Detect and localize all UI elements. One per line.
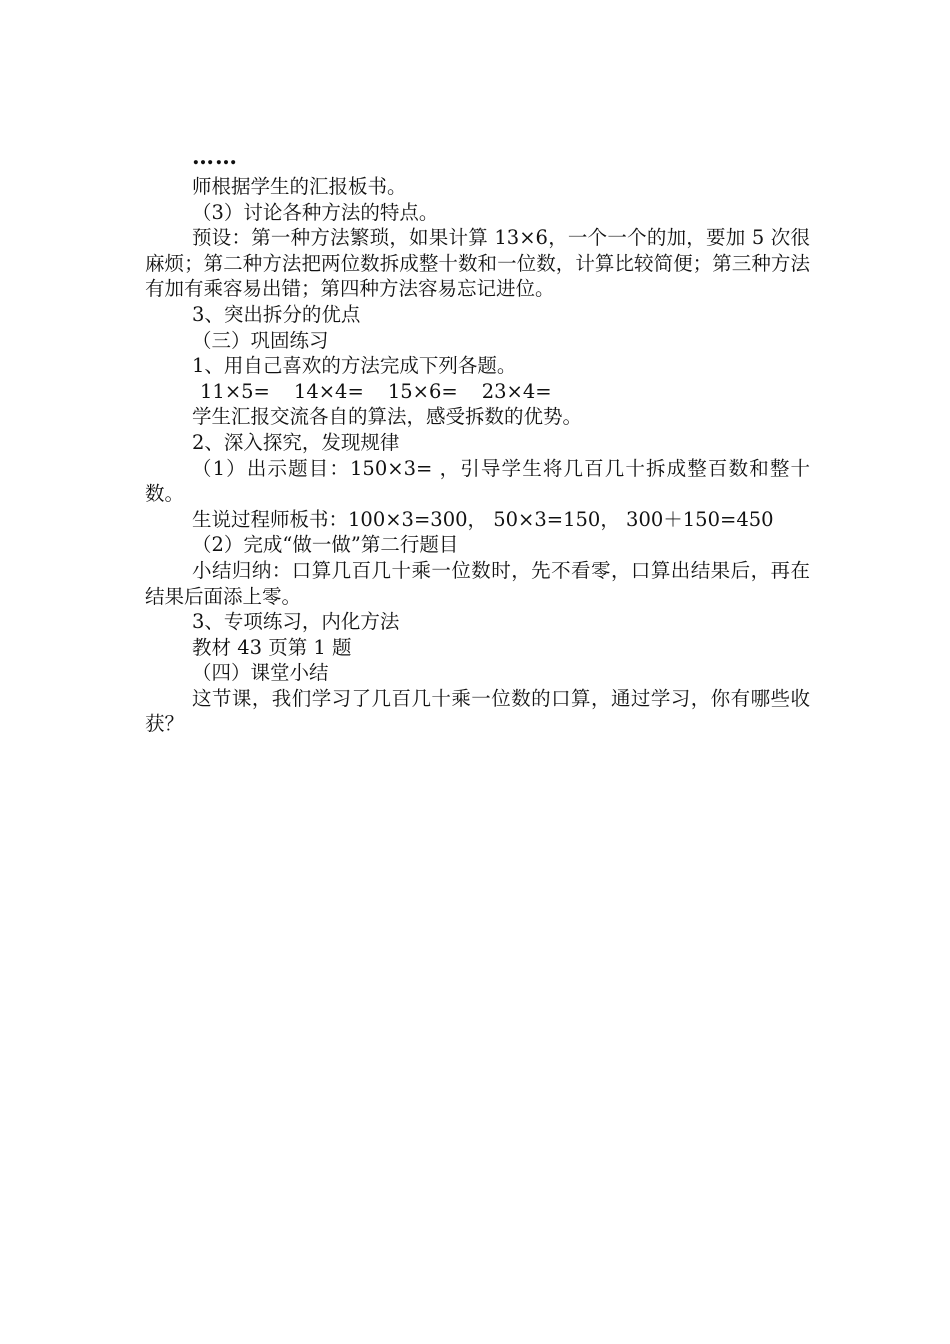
text-line: 1、用自己喜欢的方法完成下列各题。 <box>192 354 517 378</box>
ellipsis-mark: …… <box>192 144 238 170</box>
text-paragraph: 预设：第一种方法繁琐，如果计算 13×6，一个一个的加，要加 5 次很麻烦；第二种方法把两位数拆成整十数和一位数，计算比较简便；第三种方法有加有乘容易出错；第四种方法容易忘记进位。 <box>145 226 810 301</box>
text-line: 3、突出拆分的优点 <box>192 302 361 326</box>
text-line: 生说过程师板书：100×3=300， 50×3=150， 300＋150=450 <box>192 507 774 531</box>
text-line: （2）完成“做一做”第二行题目 <box>192 533 459 557</box>
exercise-item: 11×5= <box>200 379 270 403</box>
document-body <box>145 140 810 737</box>
text-line: 教材 43 页第 1 题 <box>192 635 352 659</box>
section-heading: （四）课堂小结 <box>192 661 329 685</box>
text-line: 2、深入探究，发现规律 <box>192 430 400 454</box>
text-paragraph: （1）出示题目：150×3= ，引导学生将几百几十拆成整百数和整十数。 <box>145 456 810 506</box>
exercise-item: 14×4= <box>293 379 364 403</box>
text-line: 学生汇报交流各自的算法，感受拆数的优势。 <box>192 405 583 429</box>
exercise-item: 15×6= <box>387 379 458 403</box>
exercise-item: 23×4= <box>481 379 552 403</box>
text-line: 3、专项练习，内化方法 <box>192 610 400 634</box>
text-paragraph: 这节课，我们学习了几百几十乘一位数的口算，通过学习，你有哪些收获？ <box>145 686 810 736</box>
text-line: （3）讨论各种方法的特点。 <box>192 200 439 224</box>
text-line: 师根据学生的汇报板书。 <box>192 175 407 198</box>
text-paragraph: 小结归纳：口算几百几十乘一位数时，先不看零，口算出结果后，再在结果后面添上零。 <box>145 558 810 608</box>
exercise-list <box>145 379 810 405</box>
section-heading: （三）巩固练习 <box>192 328 329 352</box>
